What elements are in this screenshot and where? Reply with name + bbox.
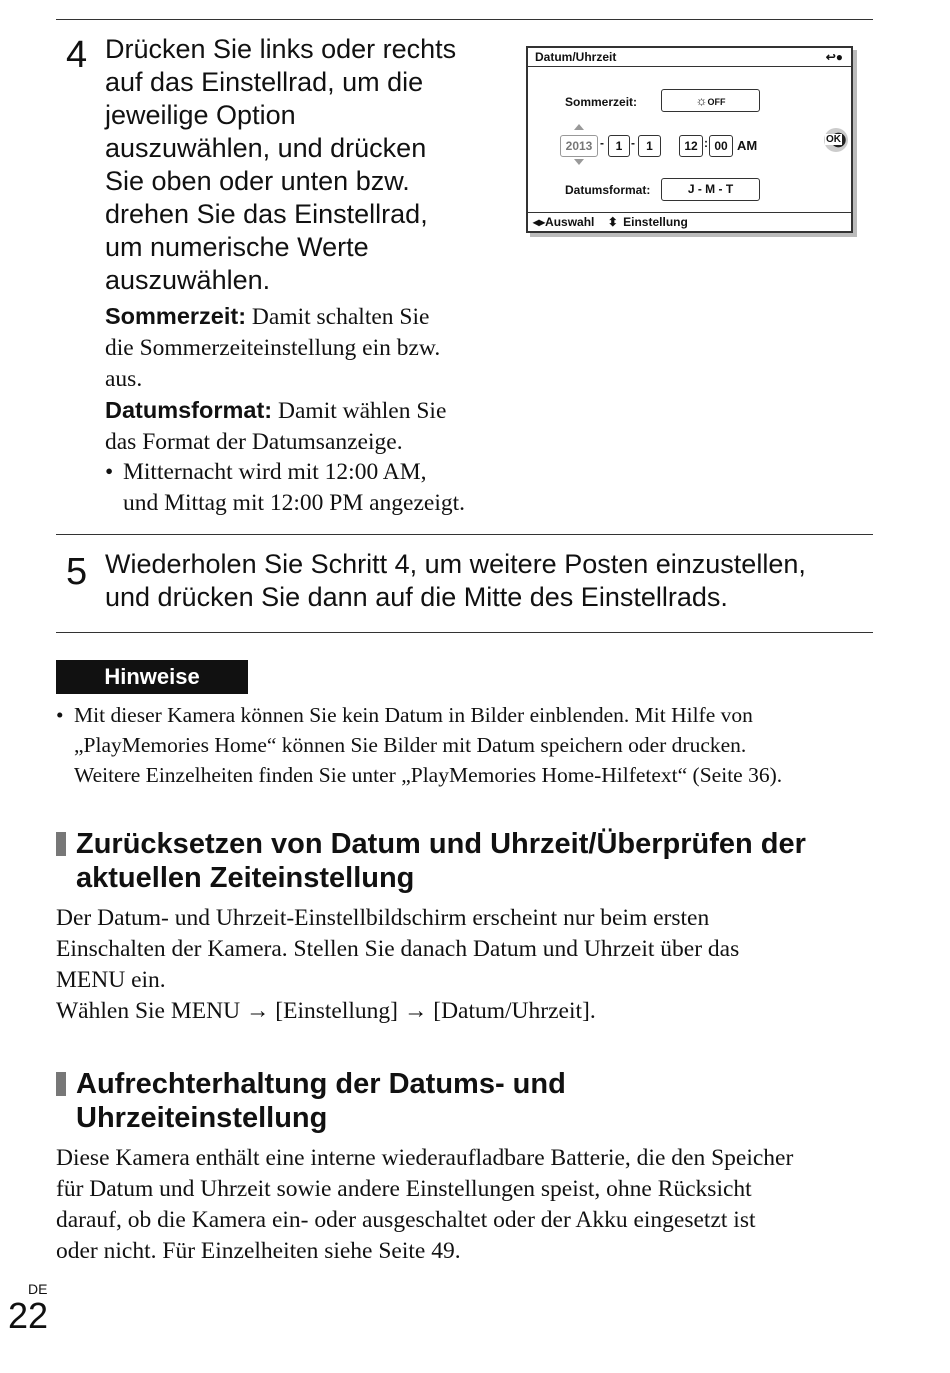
- datumsformat-desc-line: Damit wählen Sie: [272, 398, 447, 424]
- up-down-arrows-icon: ⬍: [607, 215, 618, 229]
- screen-minute: 00: [709, 135, 733, 157]
- footer-select-text: Auswahl: [545, 215, 595, 229]
- notes-label: Hinweise: [56, 660, 248, 694]
- step-5-instruction: [105, 548, 905, 614]
- section-maintain-body: [56, 1143, 926, 1267]
- date-separator: -: [631, 136, 635, 150]
- heading-text: [76, 1067, 896, 1135]
- body-line: für Datum und Uhrzeit sowie andere Einstellungen speist, ohne Rücksicht: [56, 1176, 752, 1202]
- screen-title: [528, 48, 851, 67]
- sommerzeit-desc-line: aus.: [105, 366, 143, 392]
- screen-title-text: Datum/Uhrzeit: [535, 50, 617, 64]
- screen-sommerzeit-label: Sommerzeit:: [565, 95, 638, 109]
- return-icon: ↩●: [825, 50, 843, 64]
- screen-datumsformat-label: Datumsformat:: [565, 183, 651, 197]
- step-4-line: um numerische Werte: [105, 232, 369, 262]
- time-separator: :: [704, 136, 708, 150]
- body-line: oder nicht. Für Einzelheiten siehe Seite 49.: [56, 1238, 461, 1264]
- heading-line: Zurücksetzen von Datum und Uhrzeit/Überprüfen der: [76, 828, 806, 860]
- sommerzeit-term: Sommerzeit:: [105, 303, 247, 329]
- bullet-line: und Mittag mit 12:00 PM angezeigt.: [123, 490, 466, 516]
- heading-text: [76, 827, 896, 895]
- ok-button-icon: [824, 128, 848, 152]
- step-4-instruction: [105, 33, 515, 297]
- step-5-line: und drücken Sie dann auf die Mitte des Einstellrads.: [105, 582, 728, 612]
- screen-year: 2013: [560, 135, 598, 157]
- screen-month: 1: [608, 135, 630, 157]
- sommerzeit-desc-line: Damit schalten Sie: [246, 304, 430, 330]
- body-line: Einschalten der Kamera. Stellen Sie danach Datum und Uhrzeit über das: [56, 936, 740, 962]
- heading-line: Uhrzeiteinstellung: [76, 1102, 328, 1134]
- step-4-line: jeweilige Option: [105, 100, 296, 130]
- midnight-bullet: [105, 457, 525, 519]
- left-right-arrows-icon: ◂▸: [533, 215, 546, 229]
- date-separator: -: [600, 136, 604, 150]
- language-code: DE: [28, 1281, 48, 1297]
- footer-set-text: Einstellung: [623, 215, 688, 229]
- datumsformat-desc-line: das Format der Datumsanzeige.: [105, 429, 403, 455]
- step-4-number: 4: [66, 34, 88, 76]
- notes-bullet: [56, 700, 896, 790]
- body-line: MENU ein.: [56, 967, 166, 993]
- body-line: darauf, ob die Kamera ein- oder ausgeschaltet oder der Akku eingesetzt ist: [56, 1207, 756, 1233]
- heading-line: aktuellen Zeiteinstellung: [76, 862, 415, 894]
- step-4-line: drehen Sie das Einstellrad,: [105, 199, 428, 229]
- screen-ampm: AM: [737, 138, 758, 153]
- screen-datumsformat-value: J - M - T: [661, 178, 760, 201]
- steps-bottom-rule: [56, 632, 873, 633]
- notes-line: Weitere Einzelheiten finden Sie unter „PlayMemories Home-Hilfetext“ (Seite 36).: [74, 763, 783, 787]
- body-line: Der Datum- und Uhrzeit-Einstellbildschirm erscheint nur beim ersten: [56, 905, 710, 931]
- bullet-dot: •: [56, 703, 64, 727]
- screen-hour: 12: [679, 135, 703, 157]
- heading-line: Aufrechterhaltung der Datums- und: [76, 1068, 566, 1100]
- ok-label: OK: [826, 134, 841, 145]
- bullet-line: Mitternacht wird mit 12:00 AM,: [123, 459, 427, 485]
- page-number: 22: [8, 1295, 49, 1336]
- heading-marker: [56, 1072, 66, 1096]
- notes-line: „PlayMemories Home“ können Sie Bilder mit Datum speichern oder drucken.: [74, 733, 747, 757]
- screen-day: 1: [638, 135, 661, 157]
- sommerzeit-description: [105, 301, 525, 395]
- datumsformat-description: [105, 395, 525, 458]
- down-arrow-icon: [574, 159, 584, 165]
- step-divider: [56, 534, 873, 535]
- screen-footer: [528, 212, 851, 231]
- step-4-line: auf das Einstellrad, um die: [105, 67, 424, 97]
- datumsformat-term: Datumsformat:: [105, 397, 273, 423]
- step-4-line: Sie oben oder unten bzw.: [105, 166, 410, 196]
- step-4-line: Drücken Sie links oder rechts: [105, 34, 457, 64]
- step-4-line: auszuwählen, und drücken: [105, 133, 427, 163]
- step-5-line: Wiederholen Sie Schritt 4, um weitere Posten einzustellen,: [105, 549, 806, 579]
- heading-marker: [56, 832, 66, 856]
- sommerzeit-desc-line: die Sommerzeiteinstellung ein bzw.: [105, 335, 441, 361]
- step-4-line: auszuwählen.: [105, 265, 271, 295]
- body-line: Diese Kamera enthält eine interne wiederaufladbare Batterie, die den Speicher: [56, 1145, 794, 1171]
- section-reset-body: [56, 903, 906, 1027]
- dst-off-text: OFF: [707, 97, 726, 107]
- up-arrow-icon: [574, 124, 584, 130]
- step-5-number: 5: [66, 551, 88, 593]
- bullet-dot: •: [105, 459, 114, 485]
- camera-date-time-screen: [526, 46, 853, 233]
- dst-sun-icon: ☼: [695, 93, 708, 108]
- notes-line: Mit dieser Kamera können Sie kein Datum in Bilder einblenden. Mit Hilfe von: [74, 703, 753, 727]
- screen-sommerzeit-value: [661, 89, 760, 112]
- menu-path: Wählen Sie MENU → [Einstellung] → [Datum/Uhrzeit].: [56, 998, 596, 1024]
- top-rule: [56, 19, 873, 20]
